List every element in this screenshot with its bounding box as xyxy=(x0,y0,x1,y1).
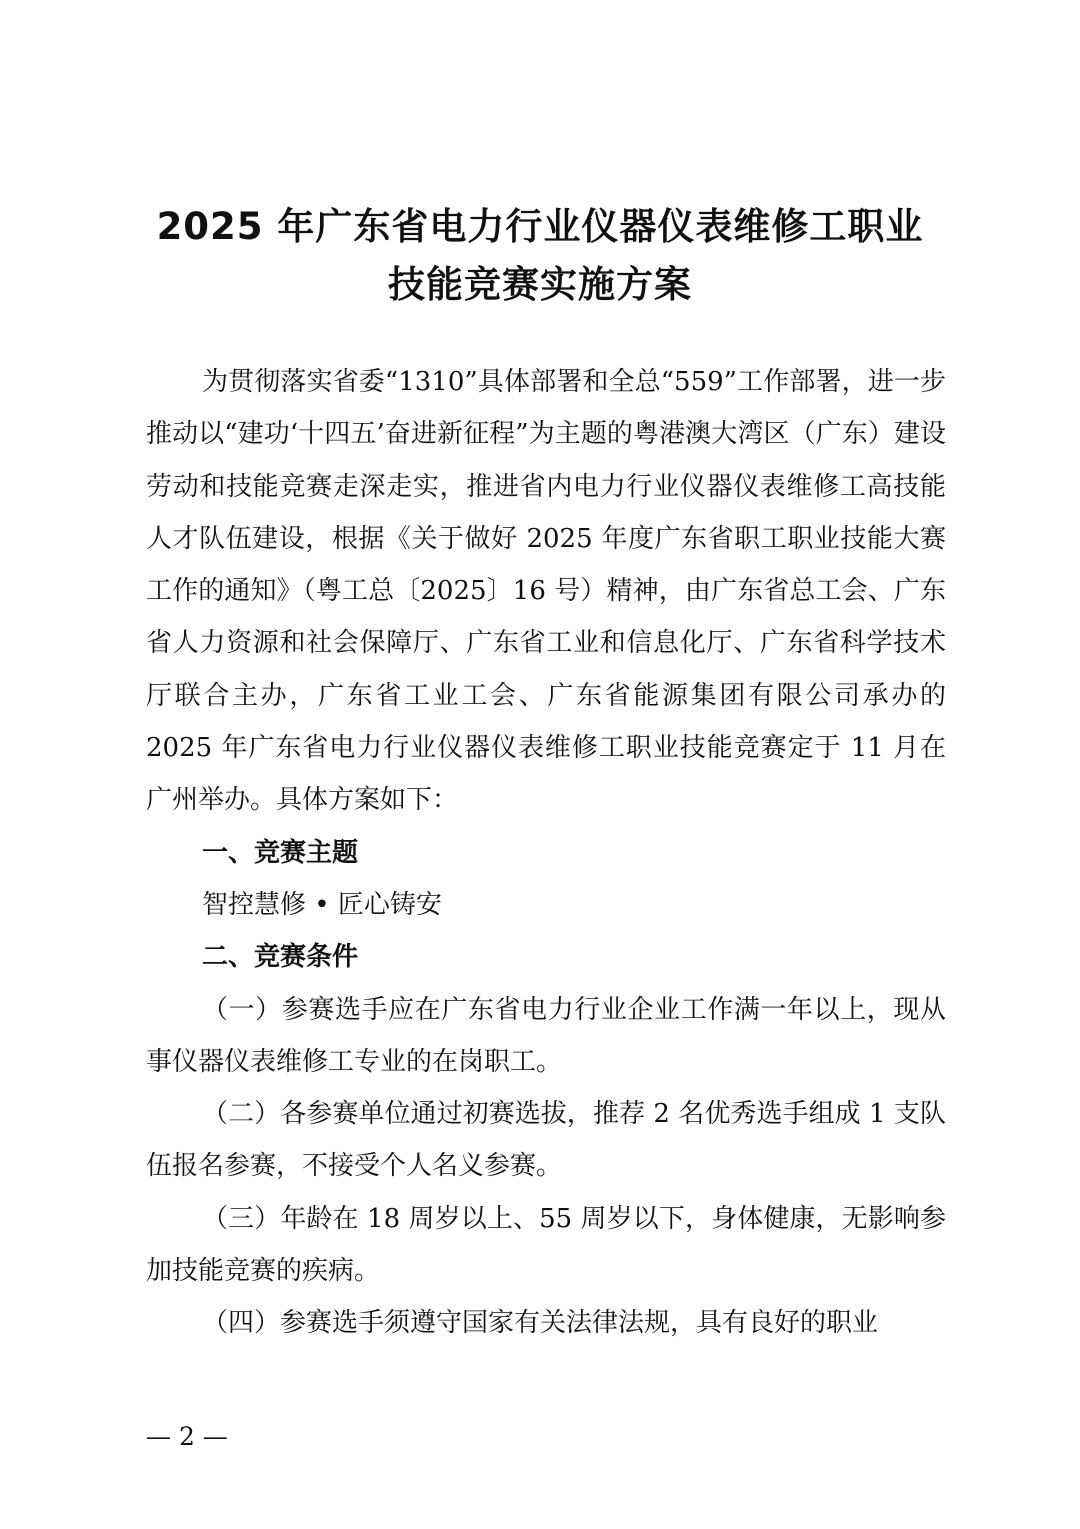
condition-2-paragraph: （二）各参赛单位通过初赛选拔，推荐 2 名优秀选手组成 1 支队伍报名参赛，不接受个人名义参赛。 xyxy=(146,1099,946,1182)
section-1-heading: 一、竞赛主题 xyxy=(202,837,359,868)
condition-3-paragraph: （三）年龄在 18 周岁以上、55 周岁以下，身体健康，无影响参加技能竞赛的疾病。 xyxy=(146,1203,946,1287)
intro-paragraph: 为贯彻落实省委“1310”具体部署和全总“559”工作部署，进一步推动以“建功‘十四五’奋进新征程”为主题的粤港澳大湾区（广东）建设劳动和技能竞赛走深走实，推进省内电力行业仪器仪表维修工高技能人才队伍建设，根据《关于做好 2025 年度广东省职工职业技能大赛工作的通知》（粤工总〔2025〕16 号）精神，由广东省总工会、广东省人力资源和社会保障厅、广东省工业和信息化厅、广东省科学技术厅联合主办，广东省工业工会、广东省能源集团有限公司承办的 2025 年广东省电力行业仪器仪表维修工职业技能竞赛定于 11 月在广州举办。具体方案如下： xyxy=(146,367,946,816)
document-title-line-2: 技能竞赛实施方案 xyxy=(388,263,692,306)
condition-4-paragraph: （四）参赛选手须遵守国家有关法律法规，具有良好的职业 xyxy=(202,1308,879,1339)
condition-1-paragraph: （一）参赛选手应在广东省电力行业企业工作满一年以上，现从事仪器仪表维修工专业的在岗职工。 xyxy=(146,994,946,1077)
page-number: — 2 — xyxy=(146,1422,228,1451)
section-1-text: 智控慧修 • 匠心铸安 xyxy=(202,889,442,920)
section-2-heading: 二、竞赛条件 xyxy=(202,942,359,973)
document-body xyxy=(146,356,946,1350)
document-title-line-1: 2025 年广东省电力行业仪器仪表维修工职业 xyxy=(156,205,924,248)
